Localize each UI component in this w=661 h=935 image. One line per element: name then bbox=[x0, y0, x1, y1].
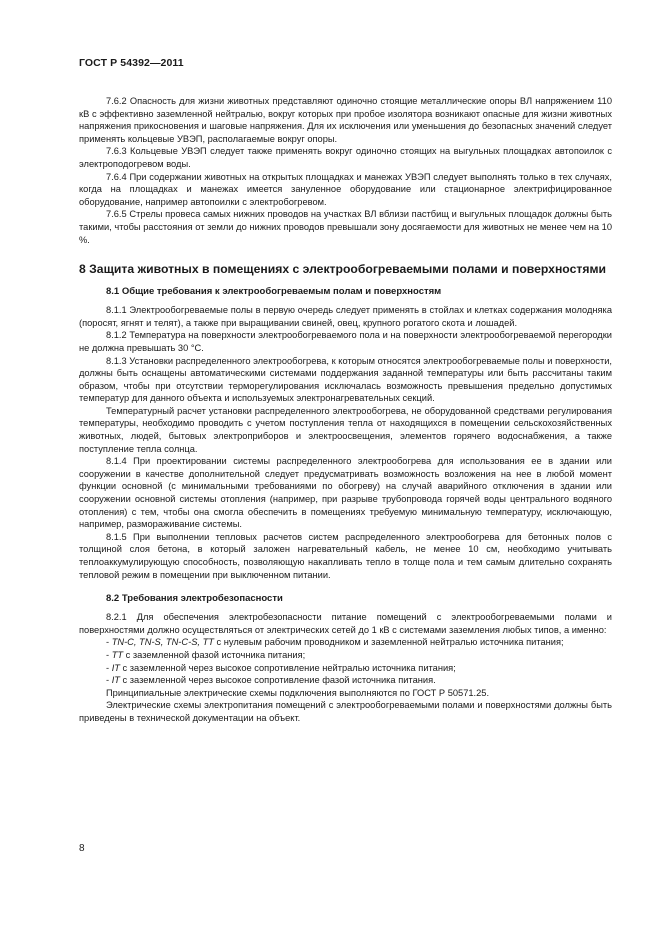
paragraph-8-1-3: 8.1.3 Установки распределенного электрообогрева, к которым относятся электрообогреваемые полы и поверхности, должны быть оснащены автоматическими системами поддержания заданной температуры или быть рассчитаны таким образом, чтобы при отсутствии терморегулирования исключалась возможность превышения предельно допустимых температур для данного объекта и используемых электронагревательных секций. bbox=[79, 355, 612, 404]
list-item-it-phase: - IT с заземленной через высокое сопротивление фазой источника питания. bbox=[106, 675, 436, 686]
grounding-system-label: TT bbox=[111, 649, 124, 660]
grounding-system-label: IT bbox=[111, 662, 120, 673]
grounding-system-label: TN-C, TN-S, TN-C-S, TT bbox=[111, 637, 214, 648]
list-item-tn-tt: - TN-C, TN-S, TN-C-S, TT с нулевым рабочим проводником и заземленной нейтралью источника питания; bbox=[106, 637, 564, 648]
list-item-text: с заземленной фазой источника питания; bbox=[123, 649, 306, 660]
page-number: 8 bbox=[79, 843, 85, 854]
paragraph-8-2-1: 8.2.1 Для обеспечения электробезопасности питание помещений с электрообогреваемыми полами и поверхностями должно осуществляться от электрических сетей до 1 кВ с системами заземления любых типов, а именно: bbox=[79, 612, 612, 635]
paragraph-documentation: Электрические схемы электропитания помещений с электрообогреваемыми полами и поверхностями должны быть приведены в технической документации на объект. bbox=[79, 700, 612, 723]
paragraph-8-1-1: 8.1.1 Электрообогреваемые полы в первую очередь следует применять в стойлах и клетках содержания молодняка (поросят, ягнят и телят), а также при выращивании свиней, овец, крупного рогатого скота и лошадей. bbox=[79, 305, 612, 328]
list-item-it-neutral: - IT с заземленной через высокое сопротивление нейтралью источника питания; bbox=[106, 662, 456, 673]
paragraph-7-6-2: 7.6.2 Опасность для жизни животных представляют одиночно стоящие металлические опоры ВЛ напряжением 110 кВ с эффективно заземленной нейтралью, вокруг которых при пробое изолятора возникают опасные для жизни животных напряжения прикосновения и шаговые напряжения. Для их исключения или уменьшения до безопасных значений следует применять кольцевые УВЭП, располагаемые вокруг опоры. bbox=[79, 96, 612, 144]
list-item-tt-phase: - TT с заземленной фазой источника питания; bbox=[106, 649, 306, 660]
page-header-standard: ГОСТ Р 54392—2011 bbox=[79, 57, 184, 69]
subsection-8-2-title: 8.2 Требования электробезопасности bbox=[106, 593, 283, 605]
page-content bbox=[79, 95, 612, 725]
paragraph-7-6-3: 7.6.3 Кольцевые УВЭП следует также применять вокруг одиночно стоящих на выгульных площадках автопоилок с электроподогревом воды. bbox=[79, 146, 612, 169]
paragraph-8-1-4: 8.1.4 При проектировании системы распределенного электрообогрева для использования ее в здании или сооружении в качестве дополнительной следует предусматривать возможность возложения на нее в любой момент функции основной (с минимальными требованиями по обогреву) на случай аварийного отключения в здании или сооружении основной системы отопления (например, при разрыве трубопровода горячей воды центрального водяного отопления) с тем, чтобы она смогла обеспечить в помещениях требуемую минимальную температуру, исключающую, например, размораживание системы. bbox=[79, 456, 612, 530]
section-8-title: 8 Защита животных в помещениях с электрообогреваемыми полами и поверхностями bbox=[79, 262, 606, 277]
paragraph-8-1-5: 8.1.5 При выполнении тепловых расчетов систем распределенного электрообогрева для бетонных полов с толщиной слоя бетона, в который заложен нагревательный кабель, не менее 10 см, необходимо учитывать теплоаккумулирующую способность, позволяющую накапливать тепло в толще пола и тем самым длительно сохранять тепловой режим в помещении при выключенном питании. bbox=[79, 531, 612, 580]
paragraph-7-6-4: 7.6.4 При содержании животных на открытых площадках и манежах УВЭП следует выполнять только в тех случаях, когда на площадках и манежах имеется зануленное оборудование или стационарное электрифицированное оборудование, например автопоилки с электробогревом. bbox=[79, 171, 612, 207]
paragraph-8-1-3-cont: Температурный расчет установки распределенного электрообогрева, не оборудованной средствами регулирования температуры, необходимо проводить с учетом поступления тепла от находящихся в помещении сельскохозяйственных животных, людей, бытовых электроприборов и электроосвещения, элементов горячего водоснабжения, а также поступление тепла солнца. bbox=[79, 405, 612, 454]
grounding-system-label: IT bbox=[111, 675, 120, 686]
paragraph-8-1-2: 8.1.2 Температура на поверхности электрообогреваемого пола и на поверхности электрообогреваемой перегородки не должна превышать 30 °С. bbox=[79, 330, 612, 353]
list-item-text: с нулевым рабочим проводником и заземленной нейтралью источника питания; bbox=[213, 637, 564, 648]
paragraph-schemes: Принципиальные электрические схемы подключения выполняются по ГОСТ Р 50571.25. bbox=[106, 687, 490, 698]
list-item-text: с заземленной через высокое сопротивление фазой источника питания. bbox=[119, 675, 436, 686]
list-item-text: с заземленной через высокое сопротивление нейтралью источника питания; bbox=[119, 662, 456, 673]
subsection-8-1-title: 8.1 Общие требования к электрообогреваемым полам и поверхностям bbox=[106, 286, 442, 298]
paragraph-7-6-5: 7.6.5 Стрелы провеса самых нижних проводов на участках ВЛ вблизи пастбищ и выгульных площадок должны быть такими, чтобы расстояния от земли до нижних проводов превышали зону досягаемости для животных не менее чем на 10 %. bbox=[79, 209, 612, 245]
